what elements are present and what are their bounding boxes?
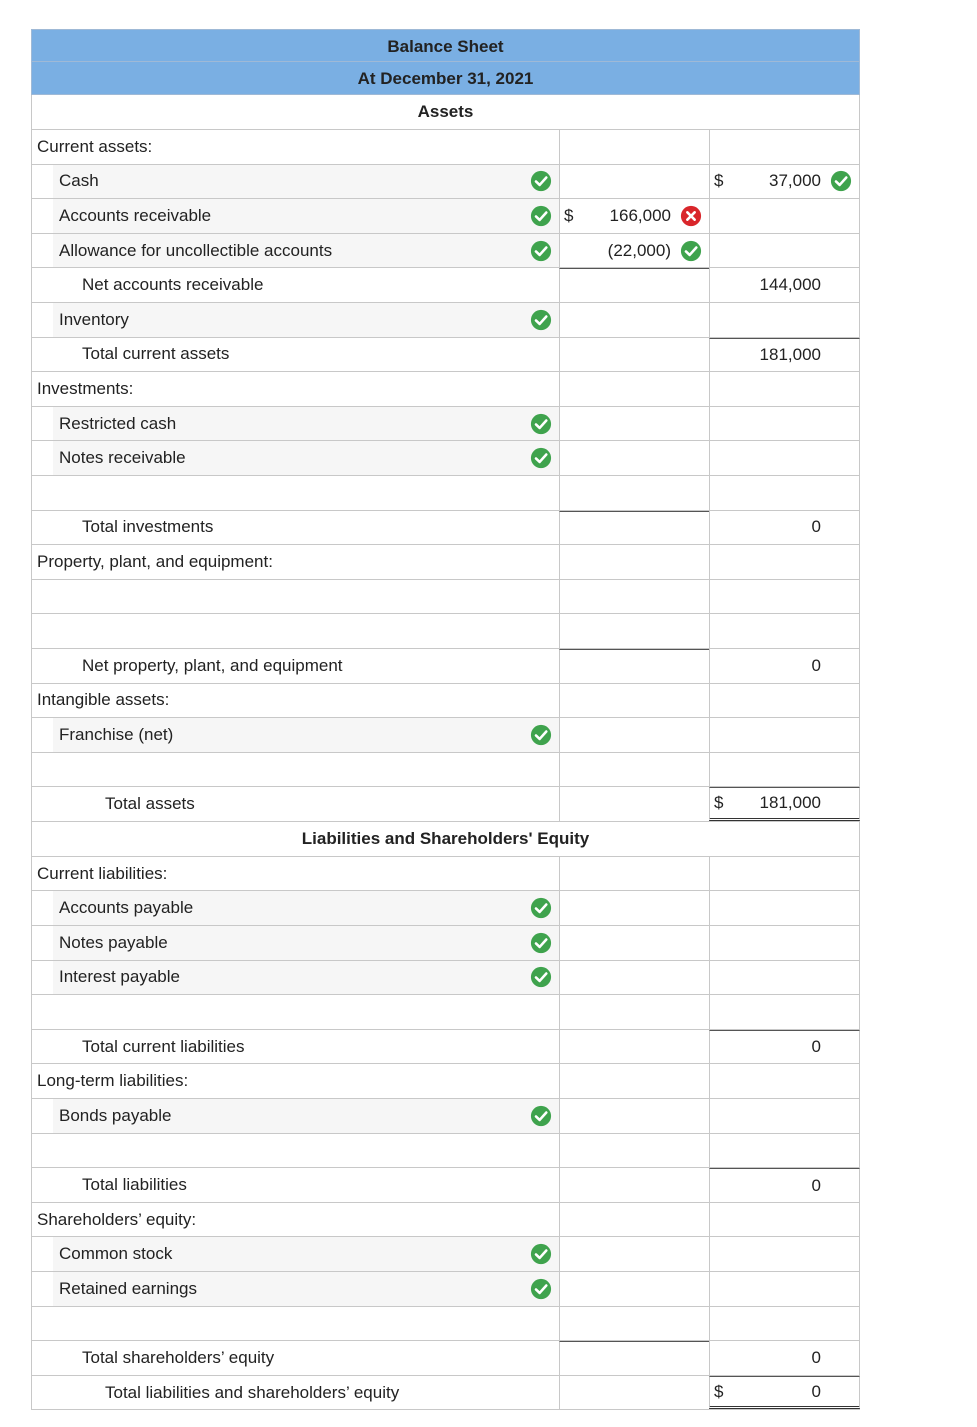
table-row <box>31 199 860 234</box>
cross-icon <box>680 205 702 227</box>
row-label: Total assets <box>31 787 559 821</box>
table-row <box>31 684 860 719</box>
net-ar-value: 144,000 <box>759 275 821 295</box>
empty-label-input[interactable] <box>31 1307 559 1341</box>
amount-cell[interactable] <box>559 165 709 199</box>
table-row <box>31 511 860 546</box>
table-row <box>31 857 860 892</box>
amount-cell[interactable] <box>559 545 709 579</box>
total-cell[interactable] <box>709 165 860 199</box>
empty-label-input[interactable] <box>31 476 559 510</box>
amount-cell <box>559 1376 709 1410</box>
total-cell[interactable] <box>709 303 860 337</box>
total-cell[interactable] <box>709 1064 860 1098</box>
total-cell <box>709 649 860 683</box>
empty-label-input[interactable] <box>31 753 559 787</box>
amount-cell[interactable] <box>559 130 709 164</box>
table-row <box>31 545 860 580</box>
table-row <box>31 1168 860 1203</box>
total-cell[interactable] <box>709 407 860 441</box>
amount-cell <box>559 1341 709 1375</box>
row-label-common-stock[interactable]: Common stock <box>53 1237 559 1271</box>
total-investments-value: 0 <box>811 517 821 537</box>
check-icon <box>530 724 552 746</box>
check-icon <box>830 170 852 192</box>
row-label-allowance[interactable]: Allowance for uncollectible accounts <box>53 234 559 268</box>
table-row <box>31 1030 860 1065</box>
total-cell[interactable] <box>709 1099 860 1133</box>
check-icon <box>530 932 552 954</box>
table-row <box>31 1237 860 1272</box>
total-cell[interactable] <box>709 1237 860 1271</box>
row-label: Current liabilities: <box>31 857 559 891</box>
row-label: Total current liabilities <box>31 1030 559 1064</box>
row-label: Current assets: <box>31 130 559 164</box>
row-label-inventory[interactable]: Inventory <box>53 303 559 337</box>
row-label: Long-term liabilities: <box>31 1064 559 1098</box>
check-icon <box>530 240 552 262</box>
amount-cell[interactable] <box>559 857 709 891</box>
empty-label-input[interactable] <box>31 580 559 614</box>
row-label: Shareholders’ equity: <box>31 1203 559 1237</box>
total-cell[interactable] <box>709 1134 860 1168</box>
total-cell[interactable] <box>709 441 860 475</box>
check-icon <box>530 309 552 331</box>
table-row <box>31 1064 860 1099</box>
row-label: Net accounts receivable <box>31 268 559 302</box>
amount-cell[interactable] <box>559 684 709 718</box>
sheet-title: Balance Sheet <box>31 29 860 62</box>
empty-label-input[interactable] <box>31 1134 559 1168</box>
row-label-ap[interactable]: Accounts payable <box>53 891 559 925</box>
table-row <box>31 718 860 753</box>
table-row <box>31 1307 860 1342</box>
total-cell[interactable] <box>709 199 860 233</box>
amount-cell[interactable] <box>559 303 709 337</box>
amount-cell[interactable] <box>559 718 709 752</box>
sheet-date: At December 31, 2021 <box>31 62 860 95</box>
table-row <box>31 614 860 649</box>
total-cell[interactable] <box>709 614 860 648</box>
table-row <box>31 926 860 961</box>
table-row <box>31 1099 860 1134</box>
check-icon <box>530 966 552 988</box>
table-row <box>31 1203 860 1238</box>
row-label-restricted-cash[interactable]: Restricted cash <box>53 407 559 441</box>
total-cell[interactable] <box>709 476 860 510</box>
amount-cell[interactable] <box>559 614 709 648</box>
ar-value: 166,000 <box>609 205 671 225</box>
total-cell[interactable] <box>709 1307 860 1341</box>
amount-cell[interactable] <box>559 199 709 233</box>
amount-cell[interactable] <box>559 1064 709 1098</box>
total-cell <box>709 1341 860 1375</box>
row-label: Property, plant, and equipment: <box>31 545 559 579</box>
check-icon <box>530 1243 552 1265</box>
amount-cell[interactable] <box>559 1099 709 1133</box>
table-row <box>31 338 860 373</box>
table-row <box>31 268 860 303</box>
table-row <box>31 1376 860 1411</box>
row-label: Total shareholders’ equity <box>31 1341 559 1375</box>
total-le-value: 0 <box>811 1381 821 1401</box>
table-row <box>31 961 860 996</box>
table-row <box>31 165 860 200</box>
dollar-sign: $ <box>714 171 724 191</box>
table-row <box>31 130 860 165</box>
amount-cell <box>559 1030 709 1064</box>
amount-cell[interactable] <box>559 476 709 510</box>
row-label: Total liabilities and shareholders’ equity <box>31 1376 559 1410</box>
check-icon <box>530 413 552 435</box>
row-label-bonds-payable[interactable]: Bonds payable <box>53 1099 559 1133</box>
table-row <box>31 891 860 926</box>
allowance-value: (22,000) <box>607 240 671 260</box>
dollar-sign: $ <box>714 793 724 813</box>
amount-cell[interactable] <box>559 1237 709 1271</box>
total-assets-value: 181,000 <box>759 793 821 813</box>
net-ppe-value: 0 <box>811 655 821 675</box>
total-cell[interactable] <box>709 961 860 995</box>
row-label-cash[interactable]: Cash <box>53 165 559 199</box>
amount-cell[interactable] <box>559 372 709 406</box>
check-icon <box>530 205 552 227</box>
empty-label-input[interactable] <box>31 614 559 648</box>
total-cell[interactable] <box>709 926 860 960</box>
assets-heading: Assets <box>31 95 860 130</box>
amount-cell <box>559 649 709 683</box>
total-cell[interactable] <box>709 718 860 752</box>
amount-cell[interactable] <box>559 1203 709 1237</box>
total-cell <box>709 787 860 821</box>
amount-cell[interactable] <box>559 580 709 614</box>
table-row <box>31 649 860 684</box>
amount-cell <box>559 511 709 545</box>
table-row <box>31 1134 860 1169</box>
table-row <box>31 1341 860 1376</box>
table-row <box>31 372 860 407</box>
table-row <box>31 407 860 442</box>
check-icon <box>530 897 552 919</box>
amount-cell[interactable] <box>559 1134 709 1168</box>
row-label: Investments: <box>31 372 559 406</box>
total-liabilities-value: 0 <box>811 1175 821 1195</box>
dollar-sign: $ <box>564 205 574 225</box>
table-row <box>31 995 860 1030</box>
dollar-sign: $ <box>714 1381 724 1401</box>
table-row <box>31 303 860 338</box>
check-icon <box>530 1105 552 1127</box>
total-cell[interactable] <box>709 1203 860 1237</box>
amount-cell[interactable] <box>559 753 709 787</box>
amount-cell <box>559 268 709 302</box>
amount-cell[interactable] <box>559 1272 709 1306</box>
total-cell[interactable] <box>709 995 860 1029</box>
amount-cell <box>559 787 709 821</box>
total-cell[interactable] <box>709 234 860 268</box>
total-equity-value: 0 <box>811 1347 821 1367</box>
total-current-liabilities-value: 0 <box>811 1037 821 1057</box>
total-cell[interactable] <box>709 753 860 787</box>
table-row <box>31 753 860 788</box>
cash-total-value: 37,000 <box>769 171 821 191</box>
amount-cell[interactable] <box>559 961 709 995</box>
amount-cell <box>559 338 709 372</box>
amount-cell[interactable] <box>559 441 709 475</box>
table-row <box>31 580 860 615</box>
row-label-franchise[interactable]: Franchise (net) <box>53 718 559 752</box>
table-row <box>31 787 860 822</box>
check-icon <box>530 447 552 469</box>
total-cell <box>709 511 860 545</box>
total-cell <box>709 1168 860 1202</box>
total-cell <box>709 1030 860 1064</box>
balance-sheet <box>31 29 860 1410</box>
total-cell[interactable] <box>709 684 860 718</box>
amount-cell[interactable] <box>559 891 709 925</box>
total-cell <box>709 338 860 372</box>
table-row <box>31 234 860 269</box>
amount-cell[interactable] <box>559 995 709 1029</box>
amount-cell[interactable] <box>559 926 709 960</box>
check-icon <box>680 240 702 262</box>
total-cell[interactable] <box>709 130 860 164</box>
total-cell[interactable] <box>709 1272 860 1306</box>
empty-label-input[interactable] <box>31 995 559 1029</box>
total-cell[interactable] <box>709 545 860 579</box>
check-icon <box>530 1278 552 1300</box>
row-label: Total current assets <box>31 338 559 372</box>
total-cell <box>709 1376 860 1410</box>
row-label-ar[interactable]: Accounts receivable <box>53 199 559 233</box>
row-label-notes-receivable[interactable]: Notes receivable <box>53 441 559 475</box>
total-current-assets-value: 181,000 <box>759 344 821 364</box>
row-label-notes-payable[interactable]: Notes payable <box>53 926 559 960</box>
table-row <box>31 441 860 476</box>
row-label-retained-earnings[interactable]: Retained earnings <box>53 1272 559 1306</box>
amount-cell[interactable] <box>559 1307 709 1341</box>
check-icon <box>530 170 552 192</box>
row-label: Intangible assets: <box>31 684 559 718</box>
row-label-interest-payable[interactable]: Interest payable <box>53 961 559 995</box>
amount-cell <box>559 1168 709 1202</box>
total-cell[interactable] <box>709 580 860 614</box>
amount-cell[interactable] <box>559 234 709 268</box>
row-label: Net property, plant, and equipment <box>31 649 559 683</box>
total-cell[interactable] <box>709 857 860 891</box>
table-row <box>31 476 860 511</box>
table-row <box>31 1272 860 1307</box>
amount-cell[interactable] <box>559 407 709 441</box>
row-label: Total investments <box>31 511 559 545</box>
row-label: Total liabilities <box>31 1168 559 1202</box>
total-cell[interactable] <box>709 891 860 925</box>
total-cell[interactable] <box>709 372 860 406</box>
liabilities-heading: Liabilities and Shareholders' Equity <box>31 822 860 857</box>
total-cell <box>709 268 860 302</box>
